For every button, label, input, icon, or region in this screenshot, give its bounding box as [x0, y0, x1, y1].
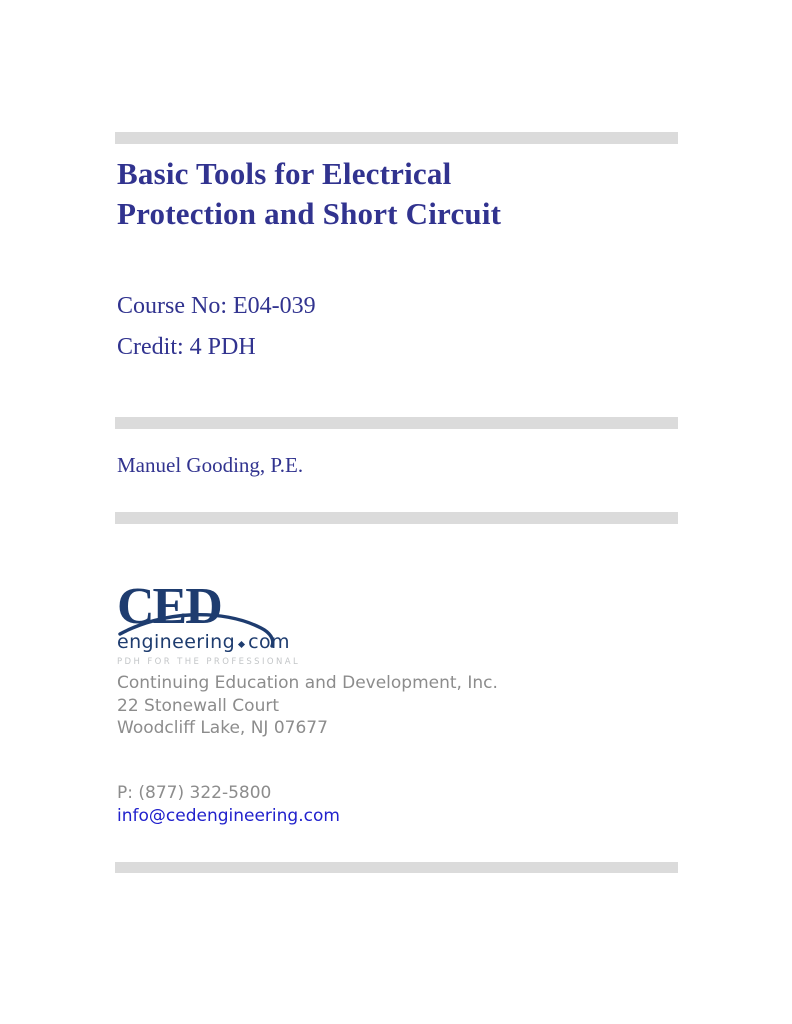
- company-address: [117, 672, 498, 740]
- author-name: Manuel Gooding, P.E.: [117, 453, 304, 477]
- address-street: 22 Stonewall Court: [117, 695, 279, 716]
- company-name: Continuing Education and Development, Inc.: [117, 673, 498, 693]
- address-city: Woodcliff Lake, NJ 07677: [117, 718, 328, 738]
- course-number: Course No: E04-039: [117, 293, 316, 319]
- divider-bar-top: [115, 132, 678, 144]
- ced-engineering-logo: [117, 578, 301, 667]
- logo-wordmark: [117, 631, 292, 653]
- logo-dot-icon: [238, 640, 245, 647]
- course-title-line2: Protection and Short Circuit: [117, 196, 502, 231]
- course-credit: Credit: 4 PDH: [117, 334, 256, 360]
- divider-bar-under-course: [115, 417, 678, 429]
- logo-word-com: com: [248, 631, 290, 653]
- logo-acronym: CED: [117, 578, 221, 635]
- divider-bar-under-author: [115, 512, 678, 524]
- logo-tagline: PDH FOR THE PROFESSIONAL: [117, 657, 301, 667]
- divider-bar-bottom: [115, 862, 678, 873]
- course-title-line1: Basic Tools for Electrical: [117, 156, 452, 191]
- phone-number: P: (877) 322-5800: [117, 783, 272, 803]
- course-title: [117, 154, 501, 234]
- email-link[interactable]: info@cedengineering.com: [117, 806, 340, 826]
- logo-word-engineering: engineering: [117, 631, 236, 653]
